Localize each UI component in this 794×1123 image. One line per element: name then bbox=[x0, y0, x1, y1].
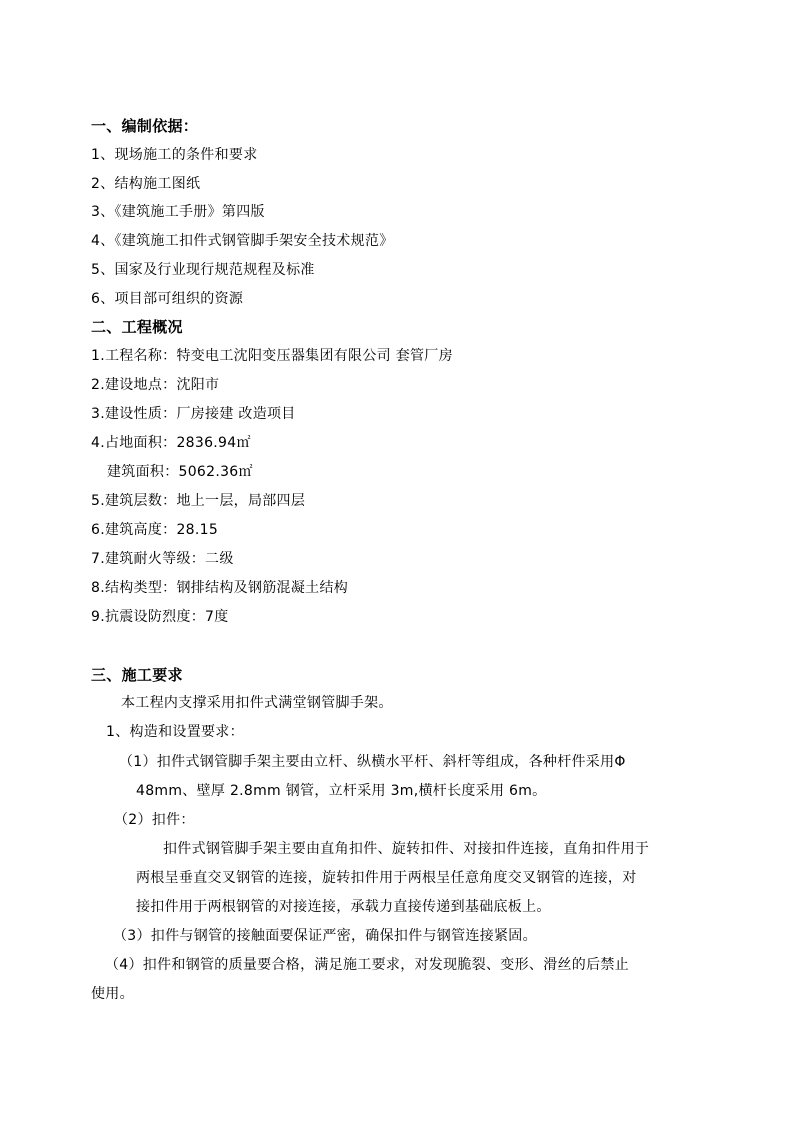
overview-item: 5.建筑层数：地上一层，局部四层 bbox=[91, 493, 306, 509]
basis-item: 2、结构施工图纸 bbox=[91, 176, 201, 192]
paragraph-line: （1）扣件式钢管脚手架主要由立杆、纵横水平杆、斜杆等组成，各种杆件采用Φ bbox=[119, 754, 626, 770]
overview-item: 7.建筑耐火等级：二级 bbox=[91, 551, 234, 567]
requirements-intro: 本工程内支撑采用扣件式满堂钢管脚手架。 bbox=[121, 695, 393, 711]
basis-item: 1、现场施工的条件和要求 bbox=[91, 147, 258, 163]
overview-item: 1.工程名称：特变电工沈阳变压器集团有限公司 套管厂房 bbox=[91, 348, 453, 364]
section-heading-overview: 二、工程概况 bbox=[91, 318, 183, 336]
paragraph-line: 扣件式钢管脚手架主要由直角扣件、旋转扣件、对接扣件连接，直角扣件用于 bbox=[163, 841, 650, 857]
overview-item: 6.建筑高度：28.15 bbox=[91, 522, 219, 538]
basis-item: 6、项目部可组织的资源 bbox=[91, 291, 244, 307]
overview-item: 2.建设地点：沈阳市 bbox=[91, 377, 220, 393]
paragraph-line: 使用。 bbox=[91, 986, 134, 1002]
section-heading-basis: 一、编制依据： bbox=[91, 117, 199, 135]
overview-item: 8.结构类型：钢排结构及钢筋混凝土结构 bbox=[91, 580, 349, 596]
overview-item: 3.建设性质：厂房接建 改造项目 bbox=[91, 406, 296, 422]
paragraph-line: 接扣件用于两根钢管的对接连接，承载力直接传递到基础底板上。 bbox=[136, 899, 551, 915]
overview-item: 9.抗震设防烈度：7度 bbox=[91, 609, 229, 625]
paragraph-line: 48mm、壁厚 2.8mm 钢管，立杆采用 3m,横杆长度采用 6m。 bbox=[136, 783, 547, 799]
overview-item: 4.占地面积：2836.94㎡ bbox=[91, 435, 251, 451]
paragraph-label: （2）扣件： bbox=[114, 812, 195, 828]
basis-item: 4、《建筑施工扣件式钢管脚手架安全技术规范》 bbox=[91, 233, 394, 249]
paragraph-line: （3）扣件与钢管的接触面要保证严密，确保扣件与钢管连接紧固。 bbox=[113, 928, 537, 944]
paragraph-line: 两根呈垂直交叉钢管的连接，旋转扣件用于两根呈任意角度交叉钢管的连接，对 bbox=[136, 870, 637, 886]
section-heading-requirements: 三、施工要求 bbox=[91, 666, 183, 684]
overview-item: 建筑面积：5062.36㎡ bbox=[107, 464, 253, 480]
paragraph-line: （4）扣件和钢管的质量要合格，满足施工要求，对发现脆裂、变形、滑丝的后禁止 bbox=[105, 957, 630, 973]
requirements-subheading: 1、构造和设置要求： bbox=[106, 724, 244, 740]
basis-item: 5、国家及行业现行规范规程及标准 bbox=[91, 262, 315, 278]
basis-item: 3、《建筑施工手册》第四版 bbox=[91, 204, 265, 220]
